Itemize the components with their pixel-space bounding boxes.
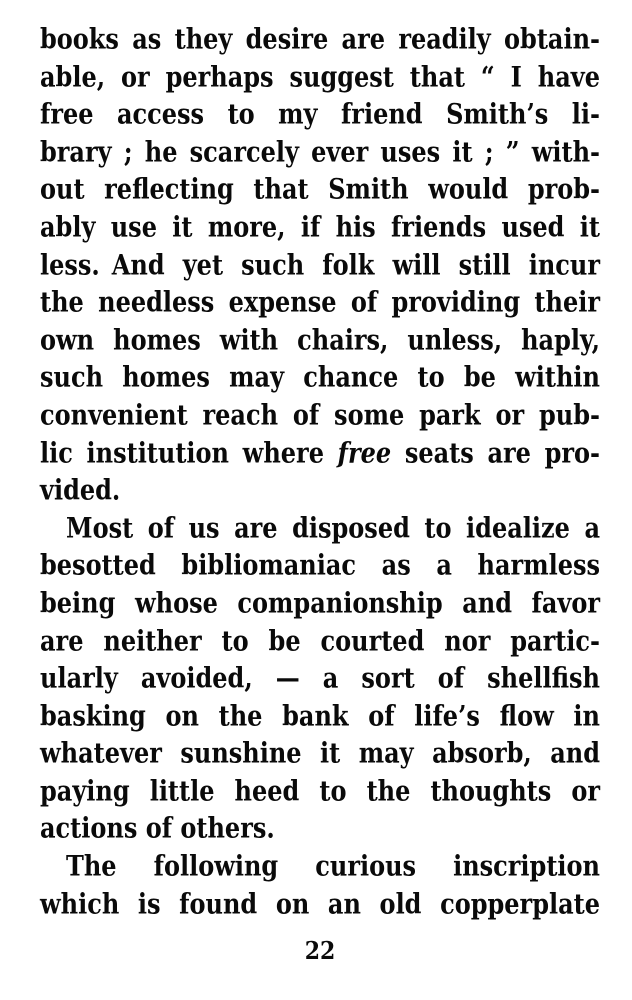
- text-line-content: The following curious inscription: [66, 848, 600, 883]
- text-line-content: seats are pro-: [391, 435, 600, 469]
- text-line-content: are neither to be courted nor partic-: [40, 622, 600, 657]
- text-line-content: basking on the bank of life’s flow in: [40, 698, 600, 733]
- page-number: 22: [304, 936, 336, 966]
- text-block: [40, 20, 600, 922]
- text-line-content: being whose companionship and favor: [40, 585, 600, 620]
- text-line-content: actions of others.: [40, 810, 275, 845]
- text-line-content: able, or perhaps suggest that “ I have: [40, 59, 600, 94]
- text-line-content: free access to my friend Smith’s li-: [40, 96, 600, 131]
- text-line-content: brary ; he scarcely ever uses it ; ” with-: [40, 134, 600, 169]
- text-line-content: which is found on an old copperplate: [40, 886, 600, 921]
- text-line-content: the needless expense of providing their: [40, 284, 600, 319]
- text-line-content: books as they desire are readily obtain-: [40, 21, 600, 56]
- text-line-content: ably use it more, if his friends used it: [40, 209, 600, 244]
- text-line-content: convenient reach of some park or pub-: [40, 397, 600, 432]
- text-line-content: whatever sunshine it may absorb, and: [40, 735, 600, 770]
- text-line-content: vided.: [40, 472, 121, 507]
- text-line-content: besotted bibliomaniac as a harmless: [40, 547, 600, 582]
- text-line-content: ularly avoided, — a sort of shellfish: [40, 660, 600, 695]
- text-line-content: out reflecting that Smith would prob-: [40, 171, 600, 206]
- text-line: [40, 881, 600, 925]
- text-line-content: paying little heed to the thoughts or: [40, 773, 600, 808]
- text-line-content: less. And yet such folk will still incur: [40, 247, 600, 281]
- text-line-content: lic institution where: [40, 435, 338, 469]
- text-line-content: such homes may chance to be within: [40, 359, 600, 394]
- italic-word: free: [337, 435, 392, 469]
- text-line-content: own homes with chairs, unless, haply,: [40, 322, 600, 357]
- text-line-content: Most of us are disposed to idealize a: [66, 510, 600, 545]
